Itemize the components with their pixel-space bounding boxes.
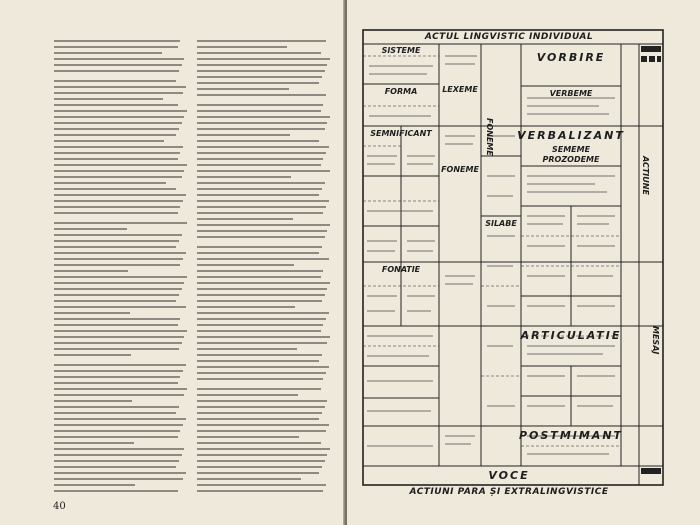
text-line bbox=[197, 394, 298, 396]
left-text-column-2 bbox=[197, 40, 330, 500]
text-line bbox=[197, 378, 323, 380]
text-line bbox=[54, 104, 178, 106]
text-line bbox=[197, 372, 326, 374]
text-line bbox=[54, 158, 178, 160]
text-line bbox=[54, 472, 186, 474]
text-line bbox=[54, 484, 135, 486]
text-line bbox=[197, 264, 294, 266]
text-line bbox=[54, 164, 187, 166]
text-line bbox=[54, 400, 132, 402]
text-line bbox=[54, 436, 178, 438]
text-line bbox=[54, 252, 186, 254]
text-line bbox=[54, 194, 186, 196]
text-line bbox=[54, 80, 176, 82]
text-line bbox=[54, 122, 182, 124]
text-line bbox=[197, 230, 327, 232]
cell-sememe: SEMEME bbox=[551, 145, 591, 154]
text-line bbox=[197, 182, 325, 184]
text-line bbox=[54, 152, 180, 154]
vertical-mesaj: MESAJ bbox=[651, 326, 660, 355]
text-line bbox=[54, 406, 179, 408]
text-line bbox=[54, 212, 178, 214]
text-line bbox=[197, 330, 321, 332]
text-line bbox=[197, 128, 325, 130]
text-line bbox=[197, 430, 326, 432]
text-line bbox=[197, 134, 290, 136]
text-line bbox=[197, 348, 297, 350]
text-line bbox=[197, 354, 322, 356]
text-line bbox=[54, 146, 183, 148]
diagram-grid bbox=[359, 26, 679, 496]
text-line bbox=[197, 252, 319, 254]
cell-prozodeme: PROZODEME bbox=[542, 155, 600, 164]
text-line bbox=[54, 318, 180, 320]
cell-sisteme: SISTEME bbox=[381, 46, 421, 55]
text-line bbox=[197, 460, 325, 462]
text-line bbox=[197, 64, 327, 66]
text-line bbox=[197, 478, 301, 480]
text-line bbox=[54, 246, 176, 248]
text-line bbox=[197, 336, 330, 338]
text-line bbox=[54, 454, 182, 456]
text-line bbox=[197, 388, 321, 390]
text-line bbox=[197, 360, 319, 362]
text-line bbox=[54, 222, 187, 224]
text-line bbox=[197, 40, 326, 42]
label-verbalizant: VERBALIZANT bbox=[517, 129, 625, 142]
text-line bbox=[197, 76, 322, 78]
text-line bbox=[54, 116, 184, 118]
text-line bbox=[197, 306, 295, 308]
text-line bbox=[197, 224, 330, 226]
label-articulatie: ARTICULATIE bbox=[520, 329, 622, 342]
cell-silabe: SILABE bbox=[485, 219, 517, 228]
text-line bbox=[197, 318, 326, 320]
text-line bbox=[54, 176, 182, 178]
text-line bbox=[197, 212, 323, 214]
text-line bbox=[54, 64, 182, 66]
text-line bbox=[197, 122, 327, 124]
left-page bbox=[0, 0, 345, 525]
text-line bbox=[197, 412, 322, 414]
cell-forma: FORMA bbox=[384, 87, 418, 96]
text-line bbox=[197, 406, 325, 408]
text-line bbox=[54, 412, 176, 414]
label-fonatie: FONATIE bbox=[381, 265, 421, 274]
text-line bbox=[54, 200, 183, 202]
text-line bbox=[197, 270, 323, 272]
text-line bbox=[197, 424, 329, 426]
text-line bbox=[197, 152, 326, 154]
label-voce: VOCE bbox=[488, 469, 530, 482]
label-postmimant: POSTMIMANT bbox=[518, 429, 624, 442]
text-line bbox=[197, 342, 327, 344]
text-line bbox=[54, 206, 180, 208]
text-line bbox=[197, 70, 325, 72]
text-line bbox=[197, 366, 329, 368]
text-line bbox=[197, 288, 327, 290]
text-line bbox=[54, 442, 134, 444]
text-line bbox=[197, 258, 329, 260]
text-line bbox=[54, 170, 184, 172]
vertical-foneme: FONEME bbox=[485, 118, 494, 156]
text-line bbox=[197, 454, 327, 456]
text-line bbox=[197, 490, 323, 492]
text-line bbox=[54, 306, 186, 308]
text-line bbox=[197, 140, 319, 142]
text-line bbox=[54, 240, 179, 242]
text-line bbox=[197, 200, 329, 202]
page-number: 40 bbox=[53, 501, 66, 512]
text-line bbox=[197, 104, 323, 106]
text-line bbox=[54, 182, 166, 184]
text-line bbox=[197, 484, 326, 486]
text-line bbox=[54, 388, 187, 390]
text-line bbox=[54, 478, 183, 480]
text-line bbox=[197, 116, 330, 118]
text-line bbox=[54, 424, 183, 426]
text-line bbox=[197, 246, 322, 248]
text-line bbox=[54, 86, 186, 88]
text-line bbox=[54, 430, 180, 432]
text-line bbox=[54, 490, 178, 492]
text-line bbox=[197, 218, 293, 220]
text-line bbox=[54, 134, 176, 136]
diagram-bottom-title: ACTIUNI PARA ȘI EXTRALINGVISTICE bbox=[409, 487, 609, 497]
text-line bbox=[54, 46, 178, 48]
text-line bbox=[197, 282, 330, 284]
right-page bbox=[347, 0, 700, 525]
diagram-title: ACTUL LINGVISTIC INDIVIDUAL bbox=[424, 32, 594, 42]
text-line bbox=[54, 466, 176, 468]
text-line bbox=[197, 82, 319, 84]
text-line bbox=[197, 206, 326, 208]
text-line bbox=[197, 110, 321, 112]
text-line bbox=[197, 294, 325, 296]
text-line bbox=[54, 354, 131, 356]
text-line bbox=[54, 264, 180, 266]
text-line bbox=[54, 110, 187, 112]
text-line bbox=[54, 52, 162, 54]
text-line bbox=[54, 382, 178, 384]
text-line bbox=[54, 276, 187, 278]
text-line bbox=[54, 448, 184, 450]
text-line bbox=[54, 324, 178, 326]
text-line bbox=[197, 312, 329, 314]
text-line bbox=[197, 176, 291, 178]
text-line bbox=[54, 460, 179, 462]
text-line bbox=[54, 376, 180, 378]
text-line bbox=[54, 270, 128, 272]
text-line bbox=[197, 418, 319, 420]
text-line bbox=[54, 336, 184, 338]
text-line bbox=[54, 418, 186, 420]
text-line bbox=[197, 188, 322, 190]
text-line bbox=[197, 52, 321, 54]
text-line bbox=[197, 146, 329, 148]
text-line bbox=[197, 236, 325, 238]
linguistic-act-diagram bbox=[359, 26, 679, 496]
text-line bbox=[54, 342, 182, 344]
text-line bbox=[54, 288, 182, 290]
text-line bbox=[54, 40, 180, 42]
text-line bbox=[197, 442, 321, 444]
text-line bbox=[197, 88, 289, 90]
text-line bbox=[197, 466, 322, 468]
text-line bbox=[197, 46, 287, 48]
text-line bbox=[54, 330, 187, 332]
text-line bbox=[54, 282, 184, 284]
text-line bbox=[54, 258, 183, 260]
text-line bbox=[54, 348, 179, 350]
cell-semnificant: SEMNIFICANT bbox=[370, 129, 432, 138]
left-text-column-1 bbox=[54, 40, 187, 500]
label-vorbire: VORBIRE bbox=[536, 51, 606, 64]
text-line bbox=[197, 164, 321, 166]
text-line bbox=[54, 394, 184, 396]
text-line bbox=[54, 364, 186, 366]
cell-lexeme: LEXEME bbox=[442, 85, 478, 94]
text-line bbox=[197, 170, 330, 172]
text-line bbox=[54, 98, 163, 100]
text-line bbox=[197, 58, 330, 60]
text-line bbox=[197, 158, 323, 160]
vertical-actiune: ACTIUNE bbox=[641, 156, 650, 195]
text-line bbox=[197, 400, 327, 402]
text-line bbox=[54, 128, 179, 130]
text-line bbox=[197, 436, 299, 438]
text-line bbox=[197, 324, 323, 326]
text-line bbox=[54, 58, 184, 60]
text-line bbox=[54, 370, 183, 372]
text-line bbox=[54, 92, 183, 94]
text-line bbox=[54, 300, 176, 302]
text-line bbox=[197, 472, 319, 474]
text-line bbox=[197, 300, 322, 302]
text-line bbox=[197, 276, 321, 278]
text-line bbox=[54, 228, 127, 230]
text-line bbox=[197, 448, 330, 450]
text-line bbox=[197, 94, 326, 96]
text-line bbox=[197, 194, 319, 196]
text-line bbox=[54, 312, 130, 314]
text-line bbox=[54, 234, 182, 236]
text-line bbox=[54, 294, 179, 296]
text-line bbox=[54, 140, 164, 142]
cell-verbeme: VERBEME bbox=[549, 89, 593, 98]
cell-foneme: FONEME bbox=[441, 165, 479, 174]
text-line bbox=[54, 70, 179, 72]
text-line bbox=[54, 188, 176, 190]
